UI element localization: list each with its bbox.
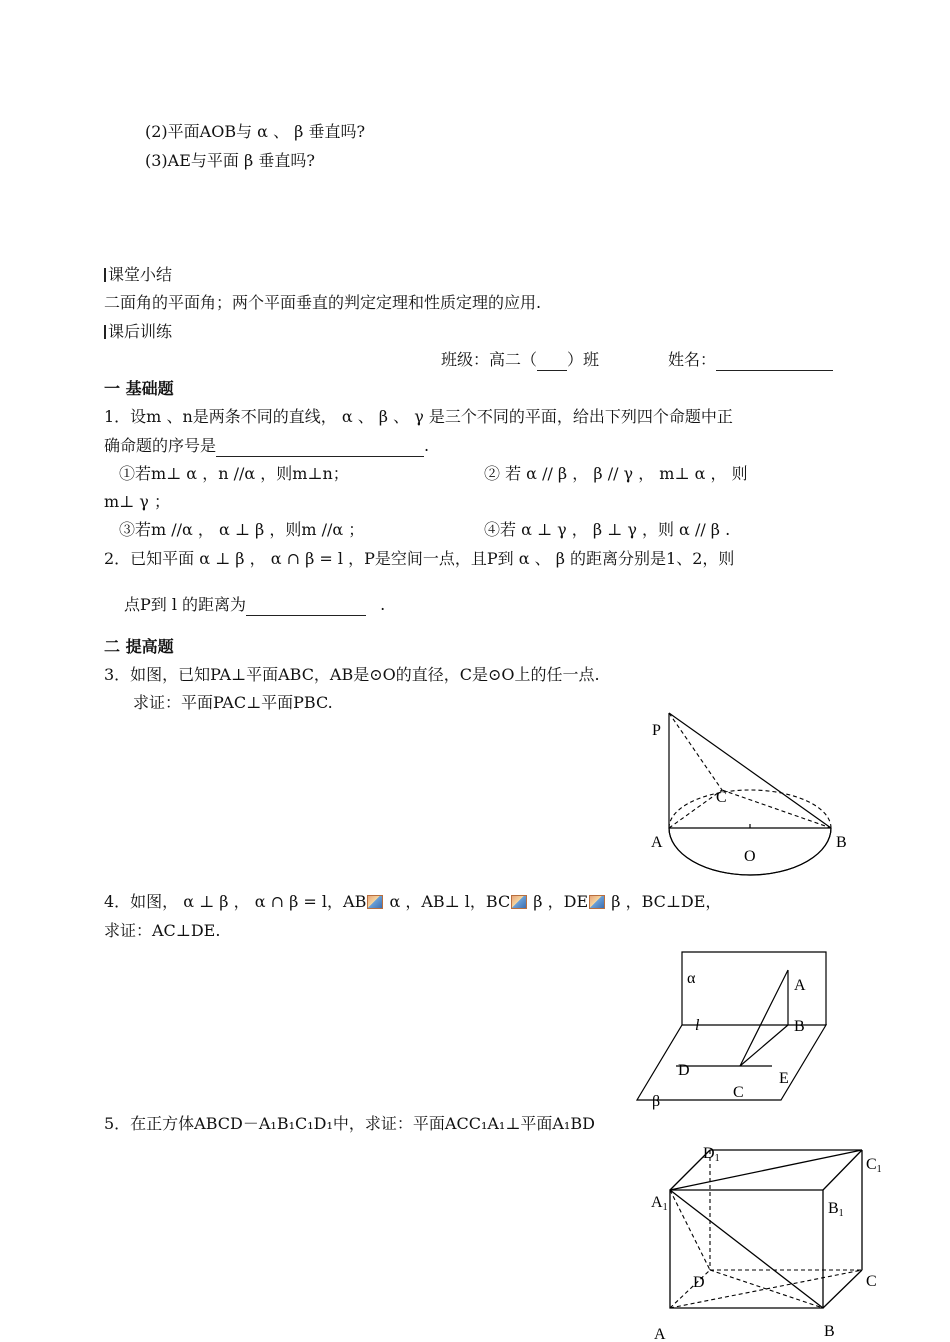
figure-cube xyxy=(645,1138,895,1342)
label-E: E xyxy=(779,1070,789,1087)
subset-symbol-icon xyxy=(511,895,527,909)
problem-1-period: . xyxy=(424,436,430,455)
problem-4-line-2: 求证：AC⊥DE. xyxy=(104,921,221,940)
label-B: B xyxy=(794,1018,805,1035)
label-A: A xyxy=(651,834,663,851)
training-heading xyxy=(104,322,172,342)
label-alpha: α xyxy=(687,970,696,987)
section-2-heading: 二 提高题 xyxy=(104,637,174,656)
name-blank[interactable] xyxy=(716,350,833,371)
problem-4-part-c: β ，DE xyxy=(528,892,589,911)
class-field xyxy=(441,350,599,371)
problem-2-line-2 xyxy=(124,595,385,616)
problem-2-prompt: 点P到 l 的距离为 xyxy=(124,595,247,614)
diagonal-A1C1 xyxy=(670,1150,862,1190)
diagonal-A1D xyxy=(670,1190,710,1270)
label-C: C xyxy=(866,1273,877,1290)
label-D: D xyxy=(693,1274,705,1291)
summary-heading xyxy=(104,265,172,285)
segment-AC xyxy=(669,790,722,828)
problem-3-line-1: 3．如图，已知PA⊥平面ABC，AB是⊙O的直径，C是⊙O上的任一点. xyxy=(104,665,600,684)
subset-symbol-icon xyxy=(367,895,383,909)
question-part-2: (2)平面AOB与 α 、 β 垂直吗? xyxy=(145,122,366,141)
label-O: O xyxy=(744,848,756,865)
class-suffix: ）班 xyxy=(567,350,600,369)
problem-1-prompt: 确命题的序号是 xyxy=(104,436,217,455)
segment-BC xyxy=(740,1025,788,1066)
problem-4-line-1 xyxy=(104,892,721,912)
label-D: D xyxy=(678,1062,690,1079)
summary-heading-text: 课堂小结 xyxy=(108,265,173,284)
class-blank[interactable] xyxy=(537,350,567,371)
segment-CB xyxy=(722,790,831,828)
problem-1-line-1: 1．设m 、n是两条不同的直线， α 、 β 、 γ 是三个不同的平面，给出下列四个命题中正 xyxy=(104,407,733,426)
label-A: A xyxy=(654,1326,666,1342)
section-marker-icon xyxy=(104,268,106,282)
segment-AC xyxy=(740,970,788,1066)
problem-4-part-d: β ，BC⊥DE， xyxy=(606,892,722,911)
problem-1-answer-blank[interactable] xyxy=(216,436,424,457)
label-B1: B1 xyxy=(828,1200,844,1219)
label-C: C xyxy=(733,1084,744,1101)
problem-2-period: . xyxy=(380,595,386,614)
problem-1-option-4: ④若 α ⊥ γ ， β ⊥ γ ，则 α // β . xyxy=(484,520,731,539)
training-heading-text: 课后训练 xyxy=(108,322,173,341)
problem-1-line-2 xyxy=(104,436,429,457)
label-P: P xyxy=(652,722,661,739)
label-A1: A1 xyxy=(651,1194,668,1213)
name-field xyxy=(668,350,833,371)
problem-1-option-2: ② 若 α // β ， β // γ ， m⊥ α ， 则 xyxy=(484,464,748,483)
summary-text: 二面角的平面角；两个平面垂直的判定定理和性质定理的应用. xyxy=(104,293,542,312)
class-label: 班级：高二（ xyxy=(441,350,538,369)
problem-3-line-2: 求证：平面PAC⊥平面PBC. xyxy=(133,693,333,712)
subset-symbol-icon xyxy=(589,895,605,909)
plane-beta xyxy=(637,1025,826,1100)
problem-4-part-a: 4．如图， α ⊥ β ， α ∩ β = l，AB xyxy=(104,892,367,911)
label-B: B xyxy=(836,834,847,851)
problem-2-answer-blank[interactable] xyxy=(246,595,366,616)
label-C1: C1 xyxy=(866,1156,882,1175)
question-part-3: (3)AE与平面 β 垂直吗? xyxy=(145,151,315,170)
label-C: C xyxy=(716,789,727,806)
problem-2-line-1: 2．已知平面 α ⊥ β ， α ∩ β = l ，P是空间一点，且P到 α 、 β 的距离分别是1、2，则 xyxy=(104,549,735,568)
label-B: B xyxy=(824,1323,835,1340)
figure-perpendicular-planes xyxy=(630,945,840,1115)
label-D1: D1 xyxy=(703,1145,720,1164)
label-beta: β xyxy=(652,1093,661,1110)
figure-cone-circle xyxy=(640,705,860,880)
problem-1-option-1: ①若m⊥ α ，n //α ，则m⊥n； xyxy=(119,464,349,483)
label-A: A xyxy=(794,977,806,994)
segment-PC xyxy=(669,713,722,790)
problem-5: 5．在正方体ABCD－A₁B₁C₁D₁中，求证：平面ACC₁A₁⊥平面A₁BD xyxy=(104,1114,595,1133)
edge-B1C1 xyxy=(823,1150,862,1190)
problem-4-part-b: α ，AB⊥ l，BC xyxy=(384,892,511,911)
name-label: 姓名： xyxy=(668,350,717,369)
circle-back-arc xyxy=(669,790,831,828)
problem-1-option-2-cont: m⊥ γ ； xyxy=(104,492,170,511)
section-1-heading: 一 基础题 xyxy=(104,379,174,398)
label-l: l xyxy=(695,1017,700,1034)
edge-BC xyxy=(823,1270,862,1308)
section-marker-icon xyxy=(104,325,106,339)
problem-1-option-3: ③若m //α ， α ⊥ β ，则m //α ； xyxy=(119,520,365,539)
